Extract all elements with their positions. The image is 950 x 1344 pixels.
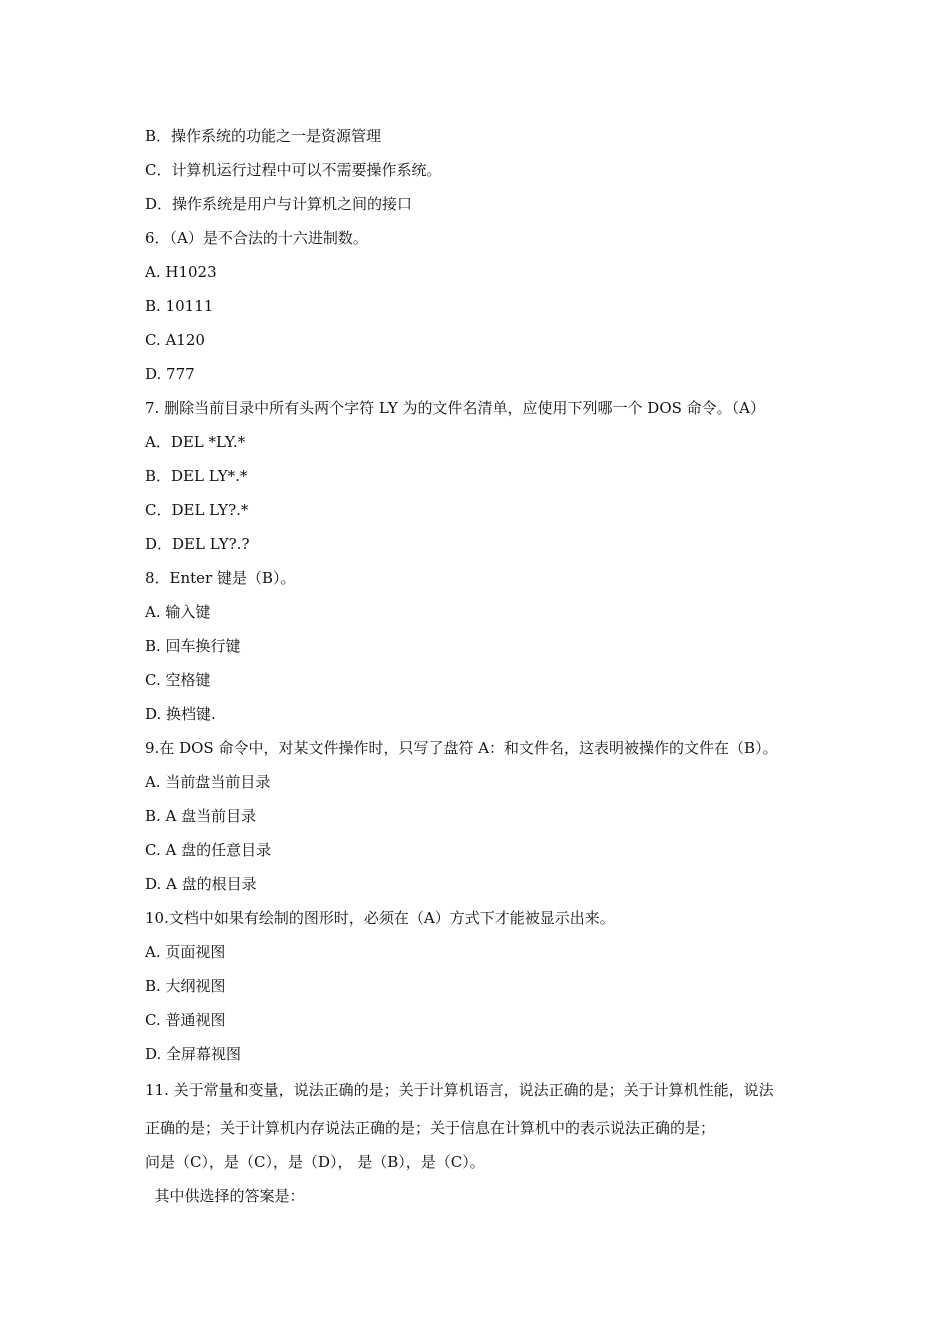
question-9: 9.在 DOS 命令中，对某文件操作时，只写了盘符 A：和文件名，这表明被操作的文件在（B）。: [145, 739, 778, 757]
question-11-line-1: 11. 关于常量和变量，说法正确的是；关于计算机语言，说法正确的是；关于计算机性能，说法: [145, 1081, 774, 1099]
option-5b: B．操作系统的功能之一是资源管理: [145, 127, 382, 145]
question-7: 7. 删除当前目录中所有头两个字符 LY 为的文件名清单，应使用下列哪一个 DOS 命令。（A）: [145, 399, 765, 417]
question-8: 8．Enter 键是（B）。: [145, 569, 296, 587]
question-6: 6．（A）是不合法的十六进制数。: [145, 229, 368, 247]
option-7b: B．DEL LY*.*: [145, 467, 248, 485]
option-7c: C．DEL LY?.*: [145, 501, 249, 519]
option-10b: B. 大纲视图: [145, 977, 226, 995]
option-7a: A．DEL *LY.*: [145, 433, 246, 451]
question-10: 10.文档中如果有绘制的图形时，必须在（A）方式下才能被显示出来。: [145, 909, 615, 927]
option-10d: D. 全屏幕视图: [145, 1045, 242, 1063]
option-9a: A. 当前盘当前目录: [145, 773, 271, 791]
question-11-answers: 问是（C），是（C），是（D）， 是（B），是（C）。: [145, 1153, 485, 1171]
option-8d: D. 换档键.: [145, 705, 216, 723]
option-7d: D．DEL LY?.?: [145, 535, 250, 553]
option-6b: B. 10111: [145, 297, 214, 315]
question-11-line-2: 正确的是；关于计算机内存说法正确的是；关于信息在计算机中的表示说法正确的是；: [145, 1119, 716, 1137]
option-8a: A. 输入键: [145, 603, 211, 621]
option-9b: B. A 盘当前目录: [145, 807, 257, 825]
option-6c: C. A120: [145, 331, 205, 349]
option-8c: C. 空格键: [145, 671, 211, 689]
option-10c: C. 普通视图: [145, 1011, 226, 1029]
option-9d: D. A 盘的根目录: [145, 875, 257, 893]
option-8b: B. 回车换行键: [145, 637, 241, 655]
option-9c: C. A 盘的任意目录: [145, 841, 272, 859]
option-6a: A. H1023: [145, 263, 217, 281]
option-5d: D．操作系统是用户与计算机之间的接口: [145, 195, 413, 213]
option-6d: D. 777: [145, 365, 195, 383]
choices-intro: 其中供选择的答案是：: [145, 1187, 305, 1205]
option-5c: C．计算机运行过程中可以不需要操作系统。: [145, 161, 442, 179]
option-10a: A. 页面视图: [145, 943, 226, 961]
